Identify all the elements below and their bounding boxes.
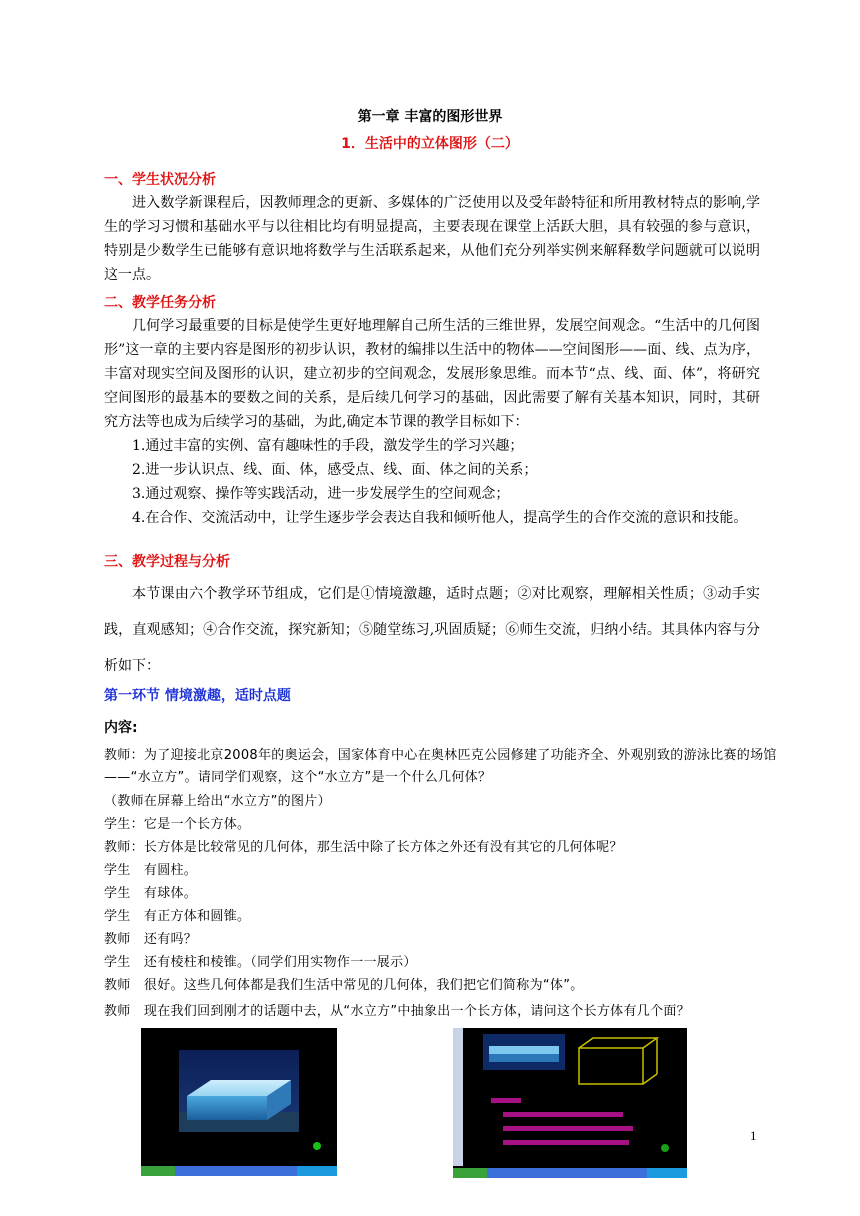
dialog-line-5: 学生 有圆柱。: [104, 863, 198, 878]
system-tray: [647, 1168, 687, 1178]
goal-item-2: 2.进一步认识点、线、面、体，感受点、线、面、体之间的关系；: [132, 462, 538, 478]
dialog-line-7: 学生 有正方体和圆锥。: [104, 909, 251, 924]
heading-stage-1: 第一环节 情境激趣，适时点题: [104, 688, 291, 704]
dialog-line-1: 教师：为了迎接北京2008年的奥运会，国家体育中心在奥林匹克公园修建了功能齐全、外观别致的游泳比赛的场馆——“水立方”。请同学们观察，这个“水立方”是一个什么几何体？: [104, 748, 777, 785]
water-cube-slide-image: [141, 1028, 337, 1176]
dialog-line-9: 学生 还有棱柱和棱锥。（同学们用实物作一一展示）: [104, 955, 417, 970]
dialog-line-8: 教师 还有吗？: [104, 932, 198, 947]
content-label: 内容:: [104, 720, 138, 736]
heading-teaching-process: 三、教学过程与分析: [104, 554, 230, 570]
dialog-line-2: （教师在屏幕上给出“水立方”的图片）: [104, 794, 331, 809]
goal-item-1: 1.通过丰富的实例、富有趣味性的手段，激发学生的学习兴趣；: [132, 438, 524, 454]
dialog-line-6: 学生 有球体。: [104, 886, 198, 901]
start-button: [141, 1166, 175, 1176]
dialog-line-4: 教师：长方体是比较常见的几何体，那生活中除了长方体之外还有没有其它的几何体呢？: [104, 840, 623, 855]
system-tray: [297, 1166, 337, 1176]
dialog-line-3: 学生：它是一个长方体。: [104, 817, 251, 832]
heading-task-analysis: 二、教学任务分析: [104, 295, 216, 311]
lesson-title: 1．生活中的立体图形（二）: [341, 136, 519, 152]
heading-student-analysis: 一、学生状况分析: [104, 172, 216, 188]
dialog-line-11: 教师 现在我们回到刚才的话题中去，从“水立方”中抽象出一个长方体，请问这个长方体有几个面？: [104, 1004, 690, 1019]
dialog-line-10: 教师 很好。这些几何体都是我们生活中常见的几何体，我们把它们简称为“体”。: [104, 978, 584, 993]
taskbar: [141, 1166, 337, 1176]
taskbar: [453, 1168, 687, 1178]
page-number: 1: [750, 1128, 757, 1143]
paragraph-teaching-process: 本节课由六个教学环节组成，它们是①情境激趣，适时点题；②对比观察，理解相关性质；③动手实践，直观感知；④合作交流，探究新知；⑤随堂练习,巩固质疑；⑥师生交流，归纳小结。其具体内容与分析如下：: [104, 586, 760, 674]
paragraph-task-analysis: 几何学习最重要的目标是使学生更好地理解自己所生活的三维世界，发展空间观念。“生活中的几何图形”这一章的主要内容是图形的初步认识，教材的编排以生活中的物体——空间图形——面、线、点为序，丰富对现实空间及图形的认识，建立初步的空间观念，发展形象思维。而本节“点、线、面、体”，将研究空间图形的最基本的要数之间的关系，是后续几何学习的基础，因此需要了解有关基本知识，同时，其研究方法等也成为后续学习的基础，为此,确定本节课的教学目标如下：: [104, 318, 760, 430]
water-cube-illustration: [141, 1028, 337, 1176]
cuboid-outline-icon: [579, 1038, 657, 1084]
start-button: [453, 1168, 487, 1178]
cuboid-slide-image: [453, 1028, 687, 1178]
chapter-title: 第一章 丰富的图形世界: [357, 109, 503, 125]
cuboid-slide-illustration: [453, 1028, 687, 1178]
paragraph-student-analysis: 进入数学新课程后，因教师理念的更新、多媒体的广泛使用以及受年龄特征和所用教材特点的影响,学生的学习习惯和基础水平与以往相比均有明显提高，主要表现在课堂上活跃大胆，具有较强的参与意识，特别是少数学生已能够有意识地将数学与生活联系起来，从他们充分列举实例来解释数学问题就可以说明这一点。: [104, 195, 760, 283]
goal-item-3: 3.通过观察、操作等实践活动，进一步发展学生的空间观念；: [132, 486, 510, 502]
goal-item-4: 4.在合作、交流活动中，让学生逐步学会表达自我和倾听他人，提高学生的合作交流的意识和技能。: [132, 510, 748, 526]
